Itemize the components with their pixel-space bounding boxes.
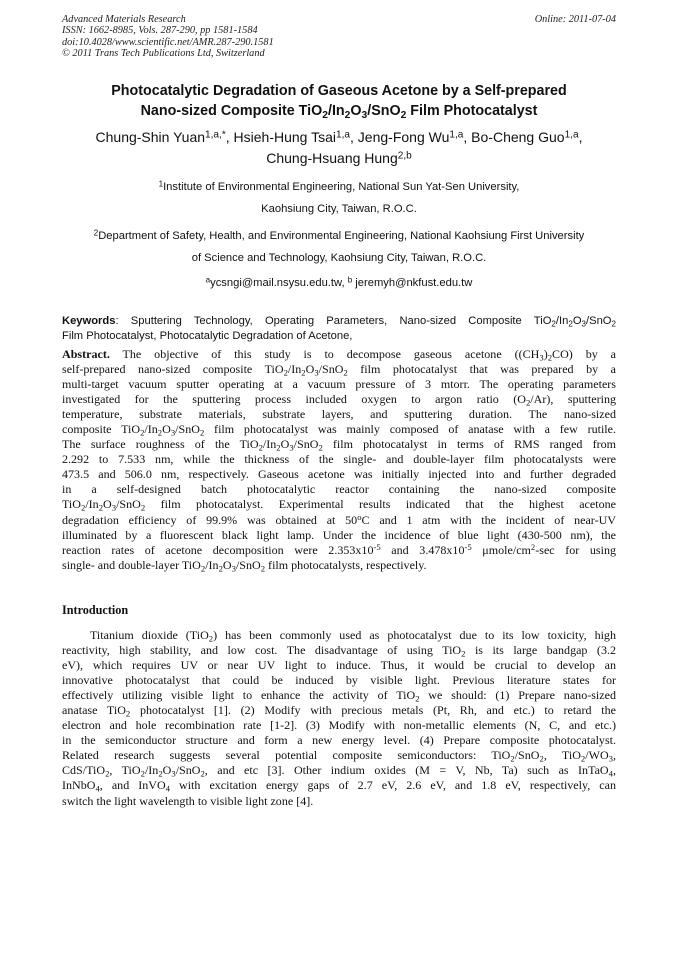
introduction-heading: Introduction (62, 603, 129, 617)
affiliation-1: $^1$Institute of Environmental Engineering, National Sun Yat-Sen University, Kaohsiung City, Taiwan, R.O.C. (158, 179, 520, 215)
introduction-body: Titanium dioxide (TiO$_2$) has been commonly used as photocatalyst due to its low toxicity, high reactivity, high stability, and low cost. The disadvantage of using TiO$_2$ is its large bandgap (3.2 eV), which requires UV or near UV light to induce. Thus, it would be crucial to develop an innovative photocatalyst that could be induced by visible light. Previous literature states for effectively utilizing visible light to enhance the activity of TiO$_2$ we should: (1) Prepare nano-sized anatase TiO$_2$ photocatalyst [1]. (2) Modify with precious metals (Pt, Rh, and etc.) to retard the electron and hole recombination rate [1-2]. (3) Modify with non-metallic elements (N, C, and etc.) in the semiconductor structure and form a new energy level. (4) Prepare composite photocatalyst. Related research suggests several potential composite semiconductors: TiO$_2$/SnO$_2$, $TiO_2/WO_3$, CdS/TiO$_2$, $TiO_2/In_2O_3/SnO_2$, and etc [3]. Other indium oxides (M = V, Nb, Ta) such as InTaO$_4$, InNbO$_4$, and InVO$_4$ with excitation energy gaps of 2.7 eV, 2.6 eV, and 1.8 eV, respectively, can switch the light wavelength to visible light zone [4]. (62, 628, 616, 808)
online-date: Online: 2011-07-04 (534, 14, 616, 25)
keywords: Keywords: Sputtering Technology, Operating Parameters, Nano-sized Composite $TiO_2/In_2O_3/SnO_2$ Film Photocatalyst, Photocatalytic Degradation of Acetone, (62, 315, 616, 342)
paper-title (40, 82, 638, 121)
authors-line-1: Chung-Shin Yuan$^{1,a,*}$, Hsieh-Hung Tsai$^{1,a}$, Jeng-Fong Wu$^{1,a}$, Bo-Cheng Guo$^{1,a}$, (95, 129, 583, 145)
journal-name: Advanced Materials Research (62, 14, 186, 25)
title-line-1: Photocatalytic Degradation of Gaseous Acetone by a Self-prepared (111, 83, 567, 99)
issn-line: ISSN: 1662-8985, Vols. 287-290, pp 1581-1584 (62, 25, 258, 37)
authors-line-2: Chung-Hsuang Hung$^{2,b}$ (266, 150, 412, 166)
title-line-2: Nano-sized Composite $TiO_2/In_2O_3/SnO_2$ Film Photocatalyst (140, 102, 538, 121)
author-list (40, 127, 638, 169)
doi-line: doi:10.4028/www.scientific.net/AMR.287-290.1581 (62, 36, 274, 48)
abstract: Abstract. The objective of this study is to decompose gaseous acetone $((CH_3)_2CO)$ by a self-prepared nano-sized composite $TiO_2/In_2O_3/SnO_2$ film photocatalyst that was prepared by a multi-target vacuum sputter operating at a vacuum pressure of 3 mtorr. The operating parameters investigated for the sputtering process included oxygen to argon ratio $(O_2/Ar)$, sputtering temperature, substrate materials, substrate layers, and sputtering duration. The nano-sized composite $TiO_2/In_2O_3/SnO_2$ film photocatalyst was mainly composed of anatase with a few rutile. The surface roughness of the $TiO_2/In_2O_3/SnO_2$ film photocatalyst in terms of RMS ranged from 2.292 to 7.533 nm, while the thickness of the single- and double-layer film photocatalysts were 473.5 and 506.0 nm, respectively. Gaseous acetone was initially injected into and further degraded in a self-designed batch photocatalytic reactor containing the nano-sized composite $TiO_2/In_2O_3/SnO_2$ film photocatalyst. Experimental results indicated that the highest acetone degradation efficiency of 99.9% was obtained at 50$^o$C and 1 atm with the incident of near-UV illuminated by a fluorescent black light lamp. Under the incidence of blue light (430-500 nm), the reaction rates of acetone decomposition were $2.353x10^{-5}$ and $3.478x10^{-5}$ μmole/$cm^2-\sec$ for using single- and double-layer $TiO_2/In_2O_3/SnO_2$ film photocatalysts, respectively. (62, 347, 616, 574)
copyright-line: © 2011 Trans Tech Publications Ltd, Switzerland (62, 48, 265, 60)
email-line: $^a$ycsngi@mail.nsysu.edu.tw, $^b$ jeremyh@nkfust.edu.tw (205, 275, 473, 289)
journal-header (62, 14, 616, 60)
affiliation-2: $^2$Department of Safety, Health, and Environmental Engineering, National Kaohsiung First University of Science and Technology, Kaohsiung City, Taiwan, R.O.C. (93, 228, 585, 264)
